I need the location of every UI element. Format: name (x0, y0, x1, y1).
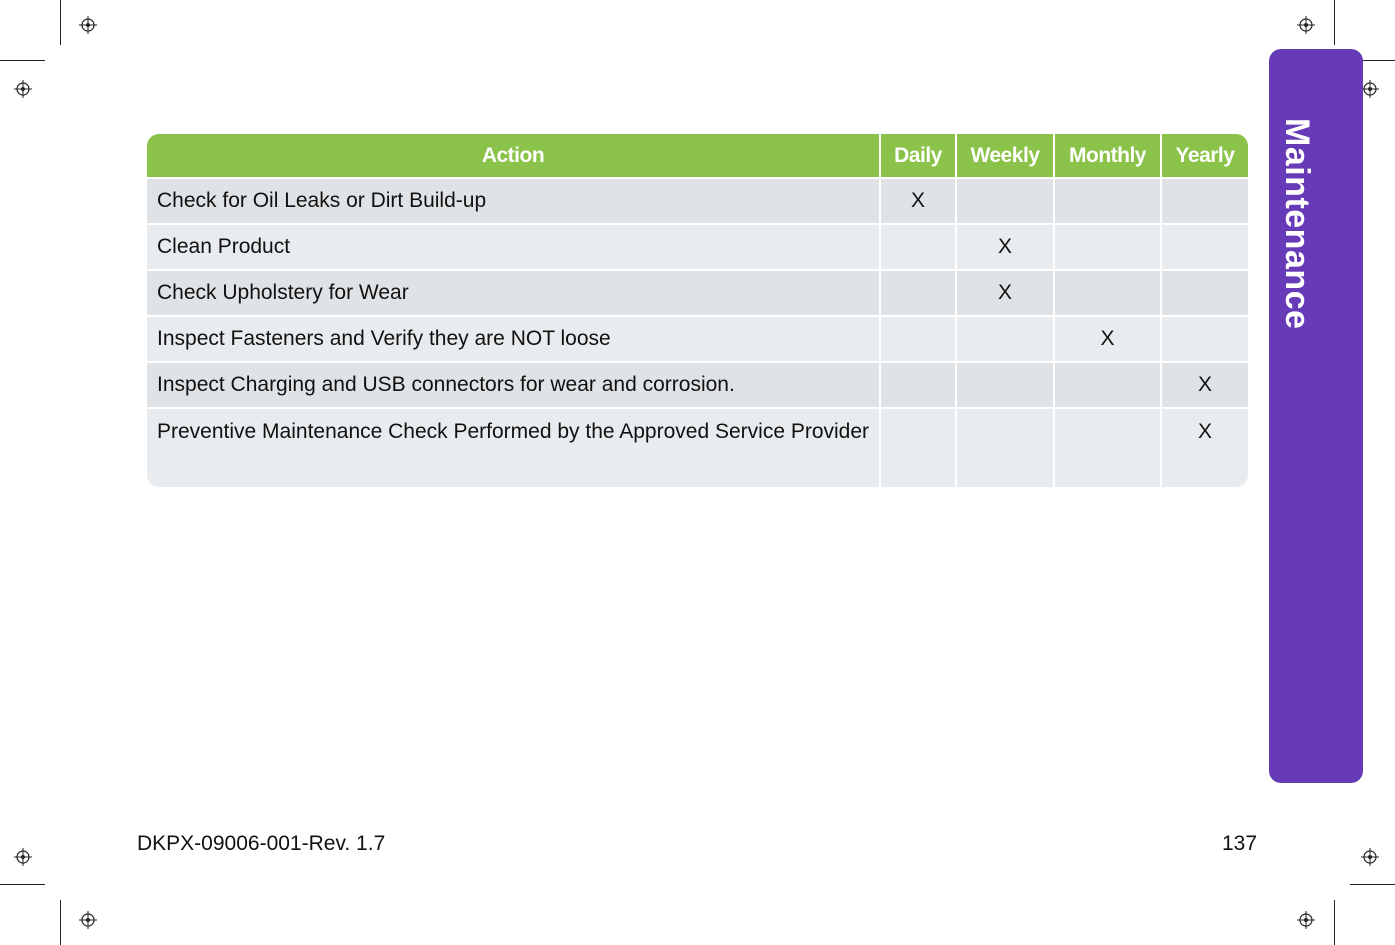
daily-mark (880, 316, 956, 362)
crop-line (1350, 884, 1395, 885)
crop-line (60, 0, 61, 45)
column-header-daily: Daily (880, 134, 956, 178)
yearly-mark (1161, 178, 1248, 224)
registration-mark-icon (1361, 848, 1379, 866)
weekly-mark (956, 178, 1054, 224)
registration-mark-icon (14, 848, 32, 866)
crop-line (60, 900, 61, 945)
table-header-row (147, 134, 1248, 178)
crop-line (1334, 0, 1335, 45)
yearly-mark (1161, 270, 1248, 316)
section-tab-label: Maintenance (1278, 118, 1316, 330)
daily-mark: X (880, 178, 956, 224)
column-header-monthly: Monthly (1054, 134, 1161, 178)
registration-mark-icon (14, 80, 32, 98)
registration-mark-icon (1297, 911, 1315, 929)
table-row (147, 362, 1248, 408)
action-cell: Check for Oil Leaks or Dirt Build-up (147, 178, 880, 224)
page-number: 137 (1222, 832, 1258, 855)
monthly-mark (1054, 362, 1161, 408)
monthly-mark (1054, 408, 1161, 487)
monthly-mark (1054, 178, 1161, 224)
registration-mark-icon (1297, 16, 1315, 34)
registration-mark-icon (79, 16, 97, 34)
registration-mark-icon (1361, 80, 1379, 98)
monthly-mark: X (1054, 316, 1161, 362)
yearly-mark: X (1161, 408, 1248, 487)
weekly-mark: X (956, 224, 1054, 270)
yearly-mark (1161, 224, 1248, 270)
crop-line (0, 884, 45, 885)
action-cell: Inspect Charging and USB connectors for wear and corrosion. (147, 362, 880, 408)
crop-line (0, 60, 45, 61)
action-cell: Preventive Maintenance Check Performed by the Approved Service Provider (147, 408, 880, 487)
table-row (147, 270, 1248, 316)
table-row (147, 408, 1248, 487)
daily-mark (880, 270, 956, 316)
document-id: DKPX-09006-001-Rev. 1.7 (137, 832, 386, 855)
registration-mark-icon (79, 911, 97, 929)
weekly-mark (956, 362, 1054, 408)
weekly-mark (956, 408, 1054, 487)
monthly-mark (1054, 224, 1161, 270)
daily-mark (880, 408, 956, 487)
action-cell: Clean Product (147, 224, 880, 270)
crop-line (1334, 900, 1335, 945)
table-row (147, 316, 1248, 362)
action-cell: Inspect Fasteners and Verify they are NOT loose (147, 316, 880, 362)
column-header-weekly: Weekly (956, 134, 1054, 178)
column-header-action: Action (147, 134, 880, 178)
weekly-mark (956, 316, 1054, 362)
table-row (147, 224, 1248, 270)
column-header-yearly: Yearly (1161, 134, 1248, 178)
table-row (147, 178, 1248, 224)
daily-mark (880, 224, 956, 270)
monthly-mark (1054, 270, 1161, 316)
daily-mark (880, 362, 956, 408)
action-cell: Check Upholstery for Wear (147, 270, 880, 316)
yearly-mark (1161, 316, 1248, 362)
maintenance-schedule-table (147, 134, 1248, 487)
weekly-mark: X (956, 270, 1054, 316)
yearly-mark: X (1161, 362, 1248, 408)
